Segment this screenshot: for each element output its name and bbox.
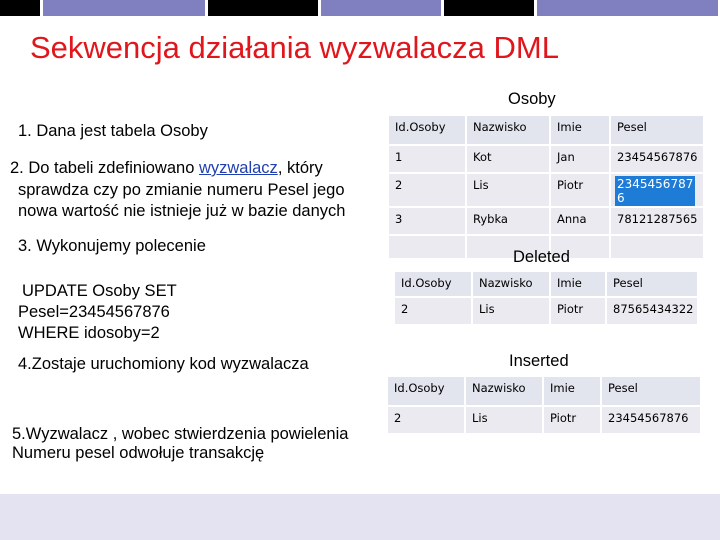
step-2-line-3: nowa wartość nie istnieje już w bazie danych xyxy=(18,202,346,220)
step-5-line-1: 5.Wyzwalacz , wobec stwierdzenia powielenia xyxy=(12,425,349,443)
bar-segment xyxy=(0,0,40,16)
inserted-table xyxy=(386,375,702,435)
cell: 23454567876 xyxy=(602,407,700,433)
inserted-caption: Inserted xyxy=(509,352,569,370)
bar-segment xyxy=(208,0,318,16)
deleted-caption: Deleted xyxy=(513,248,570,266)
table-header-row xyxy=(395,272,697,296)
highlighted-cell xyxy=(611,174,703,206)
header-cell: Imie xyxy=(551,272,605,296)
table-row xyxy=(388,407,700,433)
header-cell: Pesel xyxy=(611,116,703,144)
cell: Lis xyxy=(473,298,549,324)
table-header-row xyxy=(389,116,703,144)
table-header-row xyxy=(388,377,700,405)
cell xyxy=(611,236,703,258)
cell: Lis xyxy=(467,174,549,206)
header-cell: Nazwisko xyxy=(467,116,549,144)
header-cell: Pesel xyxy=(602,377,700,405)
step-1-text: 1. Dana jest tabela Osoby xyxy=(18,122,208,140)
cell: 87565434322 xyxy=(607,298,697,324)
trigger-link[interactable]: wyzwalacz xyxy=(198,159,278,177)
header-cell: Pesel xyxy=(607,272,697,296)
edited-pesel-overflow: 6 xyxy=(617,191,625,205)
table-row xyxy=(389,174,703,206)
step-2-text-a: 2. Do tabeli zdefiniowano xyxy=(10,159,199,177)
cell: Kot xyxy=(467,146,549,172)
header-cell: Id.Osoby xyxy=(395,272,471,296)
bar-segment xyxy=(444,0,534,16)
deleted-table xyxy=(393,270,699,326)
cell: 2 xyxy=(395,298,471,324)
cell: Jan xyxy=(551,146,609,172)
cell: 2 xyxy=(389,174,465,206)
osoby-caption: Osoby xyxy=(508,90,556,108)
table-row xyxy=(389,146,703,172)
header-cell: Nazwisko xyxy=(466,377,542,405)
cell: Lis xyxy=(466,407,542,433)
step-2-text-b: , który xyxy=(277,159,323,177)
bar-segment xyxy=(321,0,441,16)
header-cell: Imie xyxy=(544,377,600,405)
header-cell: Imie xyxy=(551,116,609,144)
sql-line-1: UPDATE Osoby SET xyxy=(22,282,177,300)
osoby-table xyxy=(387,114,705,260)
step-3-text: 3. Wykonujemy polecenie xyxy=(18,237,206,255)
sql-line-3: WHERE idosoby=2 xyxy=(18,324,160,342)
bottom-decor-bar xyxy=(0,494,720,540)
header-cell: Id.Osoby xyxy=(388,377,464,405)
step-5-line-2: Numeru pesel odwołuje transakcję xyxy=(12,444,265,462)
top-decor-bar xyxy=(0,0,720,16)
cell: 3 xyxy=(389,208,465,234)
cell: 23454567876 xyxy=(611,146,703,172)
cell: 78121287565 xyxy=(611,208,703,234)
header-cell: Nazwisko xyxy=(473,272,549,296)
table-row xyxy=(395,298,697,324)
cell xyxy=(389,236,465,258)
cell: 2 xyxy=(388,407,464,433)
cell: Piotr xyxy=(551,298,605,324)
cell: Piotr xyxy=(544,407,600,433)
bar-segment xyxy=(43,0,205,16)
edited-pesel-value: 2345456787 xyxy=(617,177,694,191)
cell: Rybka xyxy=(467,208,549,234)
edited-pesel-highlight xyxy=(615,176,695,206)
sql-line-2: Pesel=23454567876 xyxy=(18,303,170,321)
slide-title: Sekwencja działania wyzwalacza DML xyxy=(30,30,559,65)
header-cell: Id.Osoby xyxy=(389,116,465,144)
cell: Piotr xyxy=(551,174,609,206)
step-2-line-1 xyxy=(10,158,323,178)
bar-segment xyxy=(537,0,718,16)
cell: 1 xyxy=(389,146,465,172)
cell: Anna xyxy=(551,208,609,234)
step-2-line-2: sprawdza czy po zmianie numeru Pesel jego xyxy=(18,181,345,199)
table-row xyxy=(389,208,703,234)
step-4-text: 4.Zostaje uruchomiony kod wyzwalacza xyxy=(18,355,309,373)
